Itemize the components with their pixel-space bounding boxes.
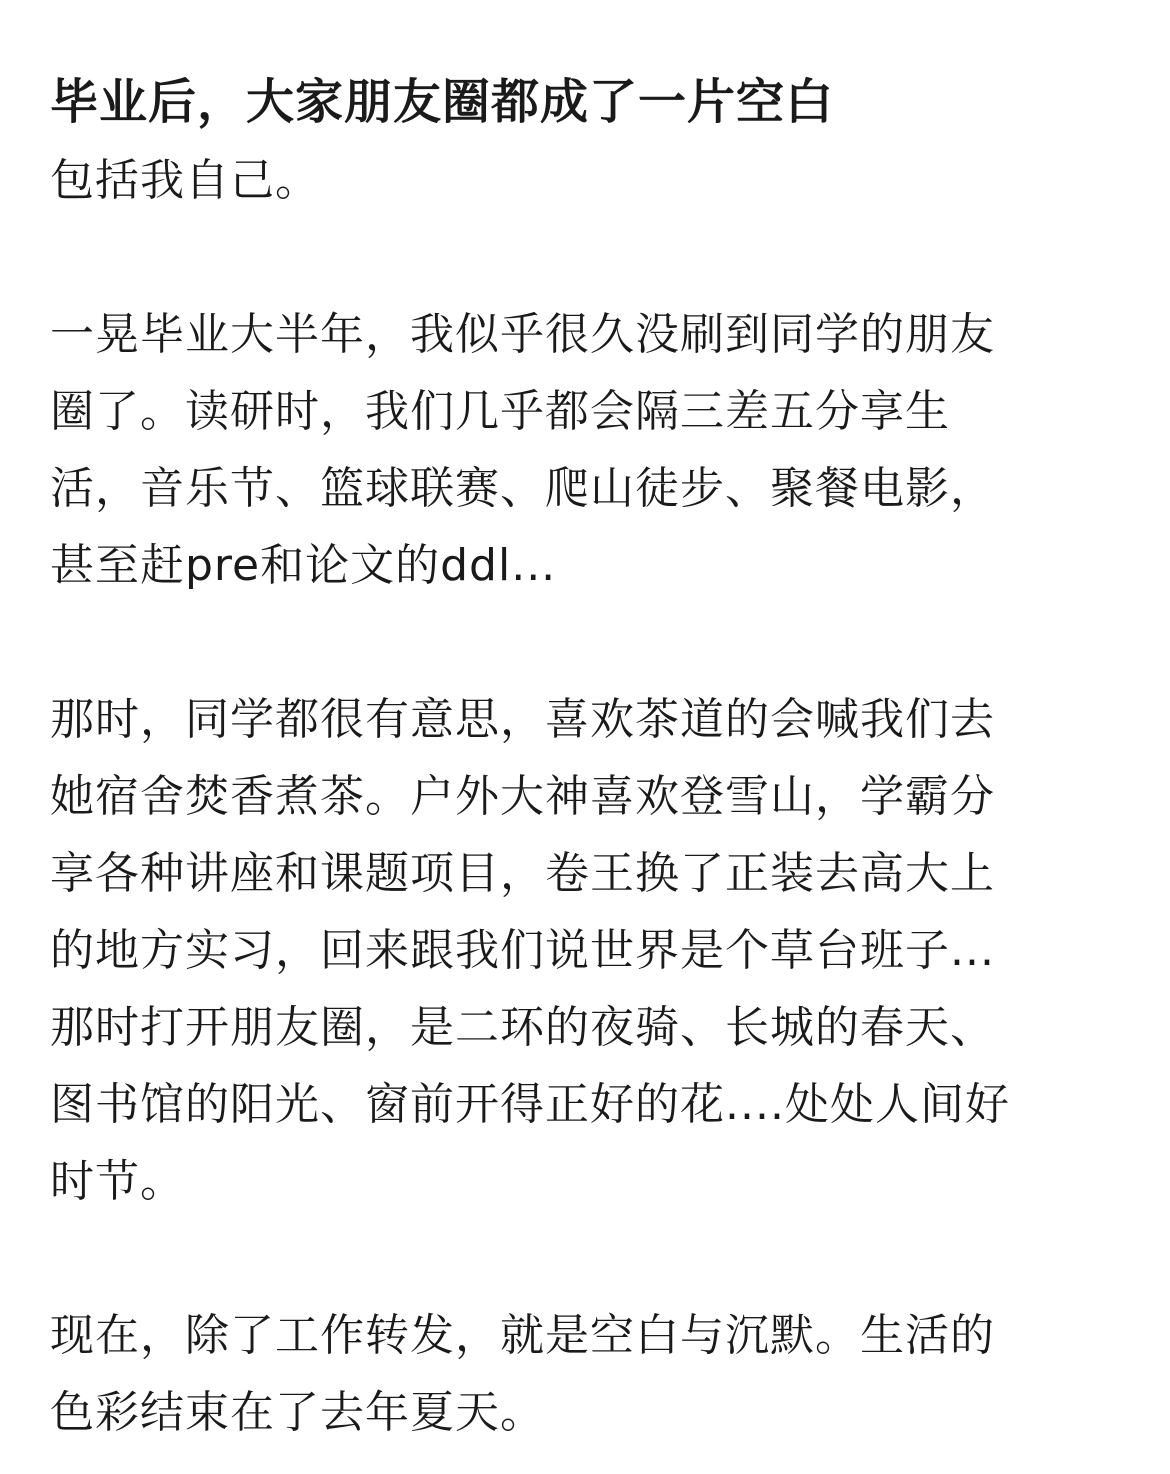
paragraph-1 (50, 142, 1120, 219)
text-line: 的地方实习，回来跟我们说世界是个草台班子... (50, 925, 995, 976)
post-content (50, 62, 1120, 1451)
text-line: 一晃毕业大半年，我似乎很久没刷到同学的朋友 (50, 309, 995, 360)
text-line: 她宿舍焚香煮茶。户外大神喜欢登雪山，学霸分 (50, 771, 995, 822)
paragraph-gap (50, 1220, 1120, 1297)
text-line: 时节。 (50, 1156, 185, 1207)
paragraph-4 (50, 1297, 1120, 1451)
text-line: 那时，同学都很有意思，喜欢茶道的会喊我们去 (50, 694, 995, 745)
paragraph-gap (50, 604, 1120, 681)
text-line: 甚至赶pre和论文的ddl... (50, 540, 557, 591)
text-line: 那时打开朋友圈，是二环的夜骑、长城的春天、 (50, 1002, 995, 1053)
text-line: 包括我自己。 (50, 155, 320, 206)
text-line: 活，音乐节、篮球联赛、爬山徒步、聚餐电影， (50, 463, 995, 514)
paragraph-2 (50, 296, 1120, 604)
post-title: 毕业后，大家朋友圈都成了一片空白 (50, 74, 835, 130)
text-line: 现在，除了工作转发，就是空白与沉默。生活的 (50, 1310, 995, 1361)
text-line: 图书馆的阳光、窗前开得正好的花....处处人间好 (50, 1079, 1010, 1130)
paragraph-3 (50, 681, 1120, 1220)
text-line: 色彩结束在了去年夏天。 (50, 1387, 545, 1438)
paragraph-gap (50, 219, 1120, 296)
post-body (50, 142, 1120, 1451)
text-line: 享各种讲座和课题项目，卷王换了正装去高大上 (50, 848, 995, 899)
text-line: 圈了。读研时，我们几乎都会隔三差五分享生 (50, 386, 950, 437)
